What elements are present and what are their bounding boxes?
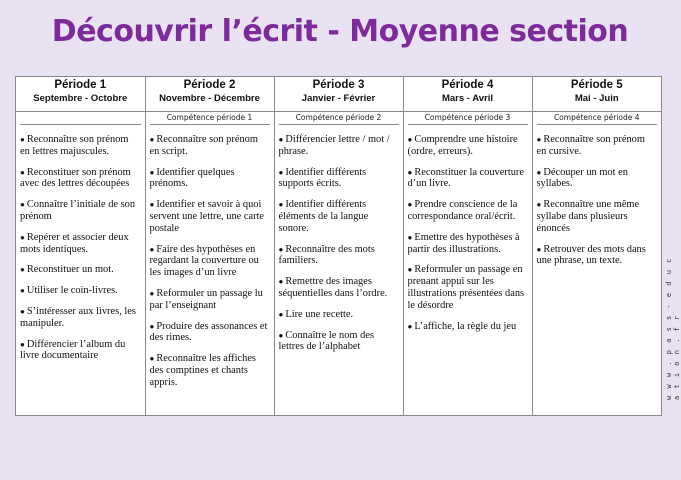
- skill-text: Reconnaître des mots familiers.: [278, 243, 375, 267]
- skill-text: Découper un mot en syllabes.: [536, 166, 628, 190]
- competence-label: [20, 112, 141, 125]
- skill-text: Reconnaître son prénom en script.: [149, 134, 258, 157]
- skill-text: Reconnaître une même syllabe dans plusieurs énoncés: [536, 199, 640, 234]
- period-header: [16, 77, 145, 112]
- bullet-icon: ●: [536, 167, 542, 177]
- skill-text: Identifier différents supports écrits.: [278, 166, 367, 190]
- skill-item: [150, 167, 270, 191]
- skill-item: [408, 232, 528, 256]
- bullet-icon: ●: [20, 167, 25, 177]
- bullet-icon: ●: [149, 200, 155, 210]
- bullet-icon: ●: [278, 200, 284, 210]
- period-column: [274, 112, 403, 416]
- skill-text: Remettre des images séquentielles dans l’ordre.: [278, 276, 388, 299]
- bullet-icon: ●: [278, 309, 284, 319]
- skill-item: [408, 321, 528, 333]
- skill-item: [408, 199, 528, 223]
- skill-item: [279, 309, 399, 321]
- period-label: Période 2: [183, 79, 236, 91]
- content-row: [16, 112, 661, 416]
- period-label: Période 1: [54, 79, 107, 91]
- skill-text: Connaître l’initiale de son prénom: [20, 199, 136, 222]
- skill-text: Connaître le nom des lettres de l’alphabet: [278, 329, 374, 353]
- skill-text: Prendre conscience de la correspondance oral/écrit.: [407, 199, 518, 222]
- period-grid: [16, 77, 661, 415]
- period-months: Janvier - Février: [301, 93, 376, 104]
- period-months: Novembre - Décembre: [159, 93, 260, 104]
- skill-text: L’affiche, la règle du jeu: [414, 320, 517, 332]
- skill-list: [16, 134, 145, 362]
- period-months: Mai - Juin: [574, 93, 619, 104]
- competence-label: Compétence période 1: [150, 112, 270, 125]
- skill-text: Reconstituer la couverture d’un livre.: [407, 166, 524, 190]
- skill-item: [150, 134, 270, 158]
- skill-text: Différencier l’album du livre documentaire: [20, 338, 126, 362]
- website-watermark: w w w . p a s s - e d u c a t i o n . f r: [665, 257, 681, 400]
- period-header: [532, 77, 661, 112]
- bullet-icon: ●: [149, 244, 155, 254]
- period-column: [403, 112, 532, 416]
- period-column: [532, 112, 661, 416]
- bullet-icon: ●: [407, 265, 413, 275]
- skill-text: Lire une recette.: [285, 308, 354, 320]
- skill-text: Identifier et savoir à quoi servent une lettre, une carte postale: [149, 199, 265, 234]
- bullet-icon: ●: [536, 244, 542, 254]
- curriculum-table: [15, 76, 662, 416]
- header-row: [16, 77, 661, 112]
- skill-text: Reconnaître les affiches des comptines et chants appris.: [149, 353, 256, 388]
- skill-item: [408, 134, 528, 158]
- period-header: [145, 77, 274, 112]
- competence-label: Compétence période 2: [279, 112, 399, 125]
- skill-item: [150, 199, 270, 234]
- bullet-icon: ●: [20, 232, 25, 242]
- skill-item: [408, 264, 528, 311]
- skill-item: [537, 199, 658, 234]
- skill-item: [279, 244, 399, 268]
- competence-label: Compétence période 4: [537, 112, 658, 125]
- skill-item: [537, 167, 658, 191]
- bullet-icon: ●: [278, 277, 284, 287]
- bullet-icon: ●: [20, 135, 25, 144]
- skill-item: [150, 353, 270, 388]
- skill-text: Identifier différents éléments de la langue sonore.: [278, 199, 369, 234]
- skill-list: [533, 134, 662, 267]
- competence-label: Compétence période 3: [408, 112, 528, 125]
- bullet-icon: ●: [20, 306, 25, 316]
- bullet-icon: ●: [407, 232, 413, 242]
- skill-list: [275, 134, 403, 353]
- skill-item: [150, 244, 270, 279]
- skill-text: S’intéresser aux livres, les manipuler.: [20, 305, 136, 329]
- bullet-icon: ●: [278, 167, 284, 177]
- skill-item: [279, 134, 399, 158]
- bullet-icon: ●: [407, 135, 413, 144]
- period-column: [145, 112, 274, 416]
- period-months: Mars - Avril: [441, 93, 494, 104]
- bullet-icon: ●: [536, 200, 542, 210]
- skill-text: Reconstituer un mot.: [26, 264, 114, 276]
- bullet-icon: ●: [407, 167, 413, 177]
- bullet-icon: ●: [149, 288, 155, 298]
- skill-item: [20, 167, 141, 191]
- period-column: [16, 112, 145, 416]
- skill-text: Retrouver des mots dans une phrase, un texte.: [536, 243, 646, 267]
- skill-text: Faire des hypothèses en regardant la couverture ou les images d’un livre: [149, 243, 259, 279]
- skill-item: [150, 288, 270, 312]
- skill-text: Reconnaître son prénom en lettres majuscules.: [20, 134, 129, 157]
- bullet-icon: ●: [149, 167, 155, 177]
- skill-item: [279, 276, 399, 300]
- skill-text: Produire des assonances et des rimes.: [149, 320, 268, 344]
- page-title: Découvrir l’écrit - Moyenne section: [51, 14, 629, 49]
- skill-item: [279, 199, 399, 234]
- bullet-icon: ●: [20, 339, 25, 349]
- skill-item: [20, 264, 141, 276]
- period-label: Période 4: [441, 79, 494, 91]
- skill-item: [20, 199, 141, 223]
- skill-item: [20, 306, 141, 330]
- bullet-icon: ●: [149, 321, 155, 331]
- bullet-icon: ●: [20, 200, 25, 210]
- period-header: [274, 77, 403, 112]
- bullet-icon: ●: [20, 265, 25, 275]
- period-months: Septembre - Octobre: [33, 93, 128, 104]
- bullet-icon: ●: [407, 200, 413, 210]
- skill-text: Reformuler un passage en prenant appui sur les illustrations présentées dans le désordre: [407, 264, 525, 311]
- bullet-icon: ●: [149, 354, 155, 364]
- skill-item: [20, 339, 141, 363]
- skill-text: Reconstituer son prénom avec des lettres découpées: [20, 166, 131, 190]
- skill-list: [404, 134, 532, 332]
- skill-item: [150, 321, 270, 345]
- bullet-icon: ●: [149, 135, 155, 144]
- skill-item: [537, 244, 658, 268]
- skill-text: Repérer et associer deux mots identiques.: [20, 231, 129, 255]
- skill-item: [279, 330, 399, 354]
- skill-item: [20, 134, 141, 158]
- skill-text: Utiliser le coin-livres.: [26, 285, 118, 297]
- bullet-icon: ●: [407, 321, 413, 331]
- skill-text: Reconnaître son prénom en cursive.: [536, 134, 645, 157]
- skill-item: [279, 167, 399, 191]
- skill-text: Reformuler un passage lu par l’enseignant: [149, 287, 263, 311]
- skill-item: [20, 285, 141, 297]
- period-label: Période 3: [312, 79, 365, 91]
- bullet-icon: ●: [278, 244, 284, 254]
- skill-text: Comprendre une histoire (ordre, erreurs).: [407, 134, 518, 157]
- skill-list: [146, 134, 274, 389]
- skill-item: [537, 134, 658, 158]
- skill-text: Identifier quelques prénoms.: [149, 166, 235, 190]
- period-header: [403, 77, 532, 112]
- period-label: Période 5: [570, 79, 623, 91]
- skill-item: [20, 232, 141, 256]
- skill-item: [408, 167, 528, 191]
- bullet-icon: ●: [278, 330, 284, 340]
- skill-text: Emettre des hypothèses à partir des illustrations.: [407, 231, 520, 255]
- bullet-icon: ●: [536, 135, 542, 144]
- skill-text: Différencier lettre / mot / phrase.: [278, 134, 390, 157]
- bullet-icon: ●: [278, 135, 284, 144]
- bullet-icon: ●: [20, 286, 25, 296]
